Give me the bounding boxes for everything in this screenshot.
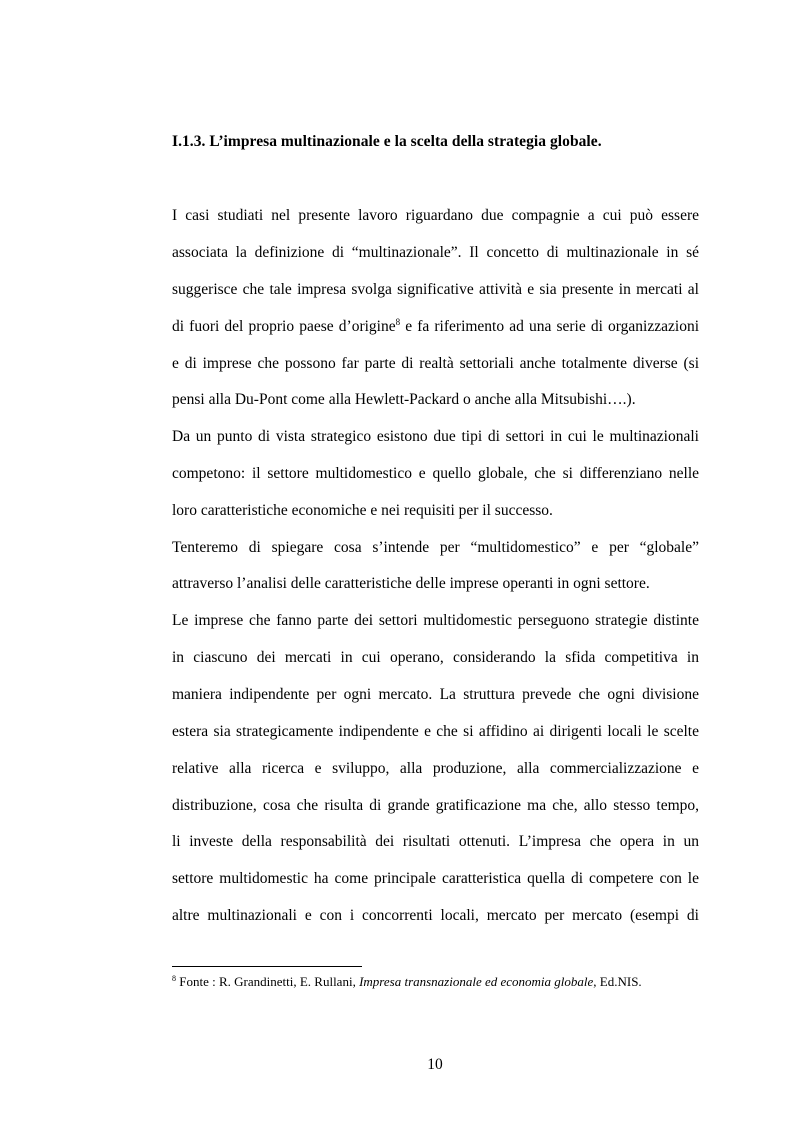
footnote-reference: 8	[395, 317, 401, 327]
body-text: di fuori del proprio paese d’origine	[172, 318, 396, 335]
body-line: attraverso l’analisi delle caratteristiche delle imprese operanti in ogni settore.	[172, 575, 650, 592]
body-line: competono: il settore multidomestico e quello globale, che si differenziano nelle	[172, 465, 699, 482]
body-line-with-footnote	[172, 317, 699, 337]
body-line: Le imprese che fanno parte dei settori multidomestic perseguono strategie distinte	[172, 612, 699, 629]
body-line: loro caratteristiche economiche e nei requisiti per il successo.	[172, 502, 553, 519]
body-line: settore multidomestic ha come principale caratteristica quella di competere con le	[172, 870, 699, 887]
body-line: in ciascuno dei mercati in cui operano, considerando la sfida competitiva in	[172, 649, 699, 666]
body-line: distribuzione, cosa che risulta di grande gratificazione ma che, allo stesso tempo,	[172, 797, 699, 814]
body-line: altre multinazionali e con i concorrenti locali, mercato per mercato (esempi di	[172, 907, 699, 924]
footnote-number: 8	[172, 974, 176, 983]
page-number: 10	[427, 1056, 443, 1073]
body-line: Tenteremo di spiegare cosa s’intende per “multidomestico” e per “globale”	[172, 539, 699, 556]
body-line: estera sia strategicamente indipendente e che si affidino ai dirigenti locali le scelte	[172, 723, 699, 740]
footnote-text: , Ed.NIS.	[593, 974, 642, 989]
body-line: e di imprese che possono far parte di realtà settoriali anche totalmente diverse (si	[172, 355, 699, 372]
footnote-text: Fonte : R. Grandinetti, E. Rullani,	[176, 974, 360, 989]
body-line: suggerisce che tale impresa svolga significative attività e sia presente in mercati al	[172, 281, 699, 298]
body-line: associata la definizione di “multinazionale”. Il concetto di multinazionale in sé	[172, 244, 699, 261]
body-line: maniera indipendente per ogni mercato. La struttura prevede che ogni divisione	[172, 686, 699, 703]
body-line: I casi studiati nel presente lavoro riguardano due compagnie a cui può essere	[172, 207, 699, 224]
body-line: li investe della responsabilità dei risultati ottenuti. L’impresa che opera in un	[172, 833, 699, 850]
body-text: e fa riferimento ad una serie di organizzazioni	[400, 318, 699, 335]
section-heading: I.1.3. L’impresa multinazionale e la scelta della strategia globale.	[172, 133, 602, 150]
footnote-title: Impresa transnazionale ed economia globale	[359, 974, 594, 989]
footnote	[172, 974, 642, 990]
body-line: relative alla ricerca e sviluppo, alla produzione, alla commercializzazione e	[172, 760, 699, 777]
body-line: pensi alla Du-Pont come alla Hewlett-Packard o anche alla Mitsubishi….).	[172, 391, 636, 408]
body-line: Da un punto di vista strategico esistono due tipi di settori in cui le multinazionali	[172, 428, 699, 445]
footnote-separator	[172, 966, 362, 967]
